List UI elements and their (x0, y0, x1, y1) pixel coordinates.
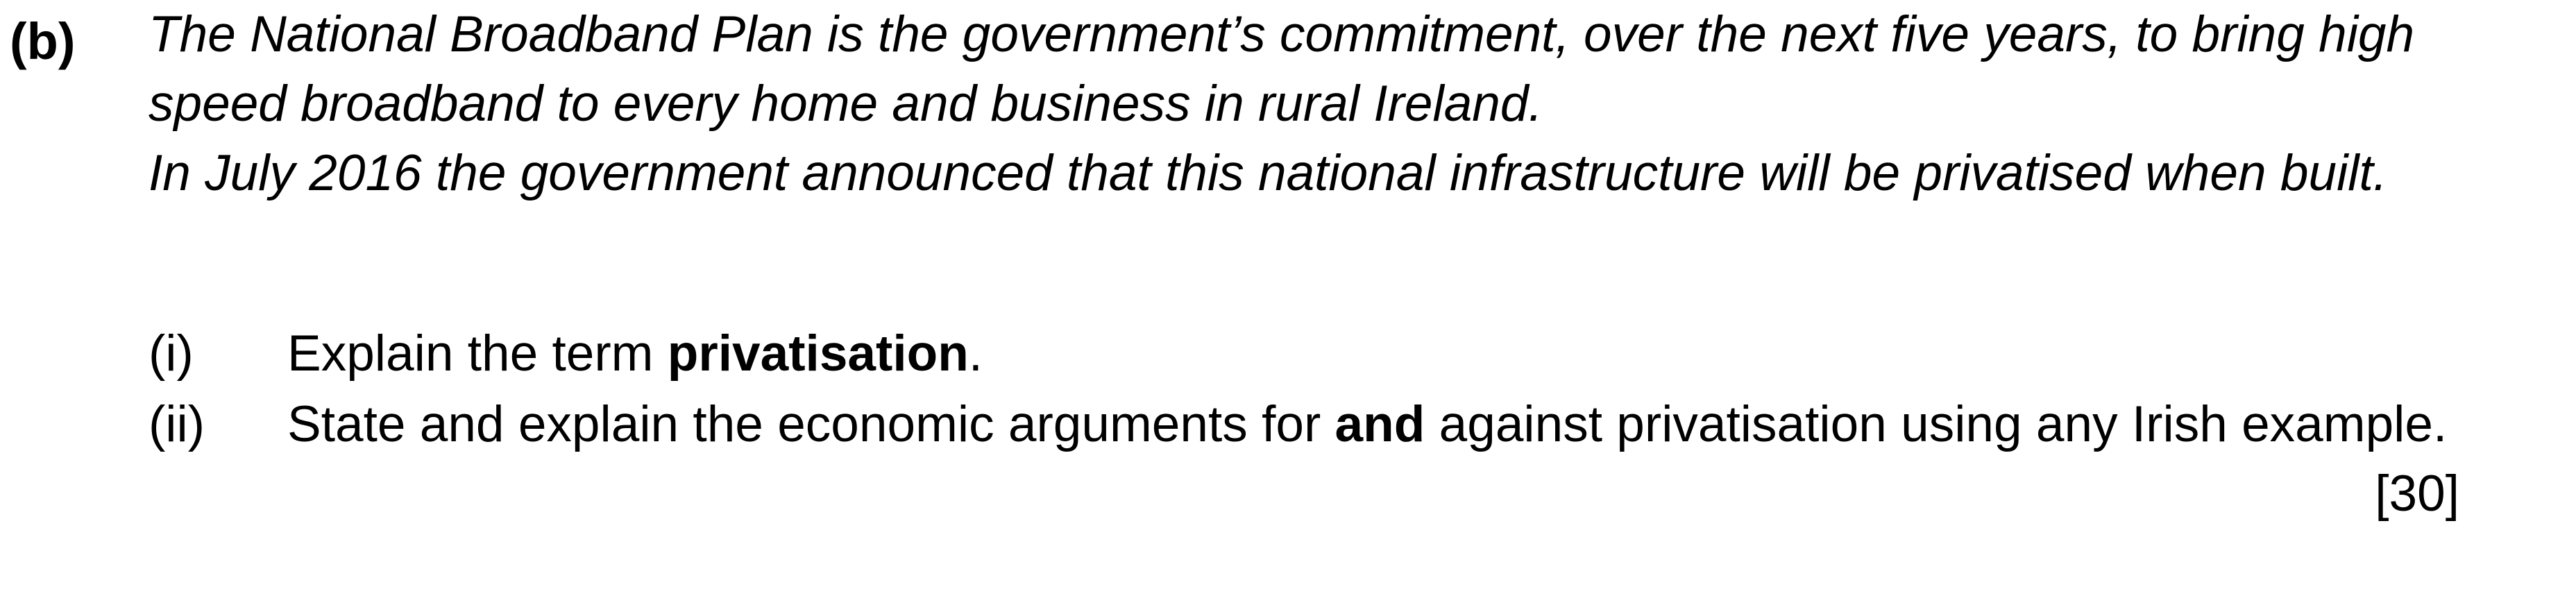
part-i-bold-term: privatisation (667, 325, 969, 382)
part-i-text-after: . (968, 325, 983, 382)
marks-allocation: [30] (2375, 466, 2459, 522)
question-stem (149, 0, 2459, 208)
part-ii-text-after: against privatisation using any Irish example. (1425, 396, 2448, 452)
part-number-i: (i) (149, 325, 194, 382)
exam-question-b (10, 0, 2566, 596)
part-number-ii: (ii) (149, 396, 205, 452)
stem-sentence-1: The National Broadband Plan is the government’s commitment, over the next five years, to bring high speed broadband to every home and business in rural Ireland. (149, 6, 2415, 132)
part-text-i (287, 319, 2452, 389)
stem-sentence-2: In July 2016 the government announced that this national infrastructure will be privatised when built. (149, 145, 2388, 201)
part-i-text-before: Explain the term (287, 325, 668, 382)
question-label: (b) (10, 12, 76, 70)
part-text-ii (287, 390, 2452, 459)
part-ii-text-before: State and explain the economic arguments for (287, 396, 1335, 452)
part-ii-bold-word: and (1334, 396, 1425, 452)
